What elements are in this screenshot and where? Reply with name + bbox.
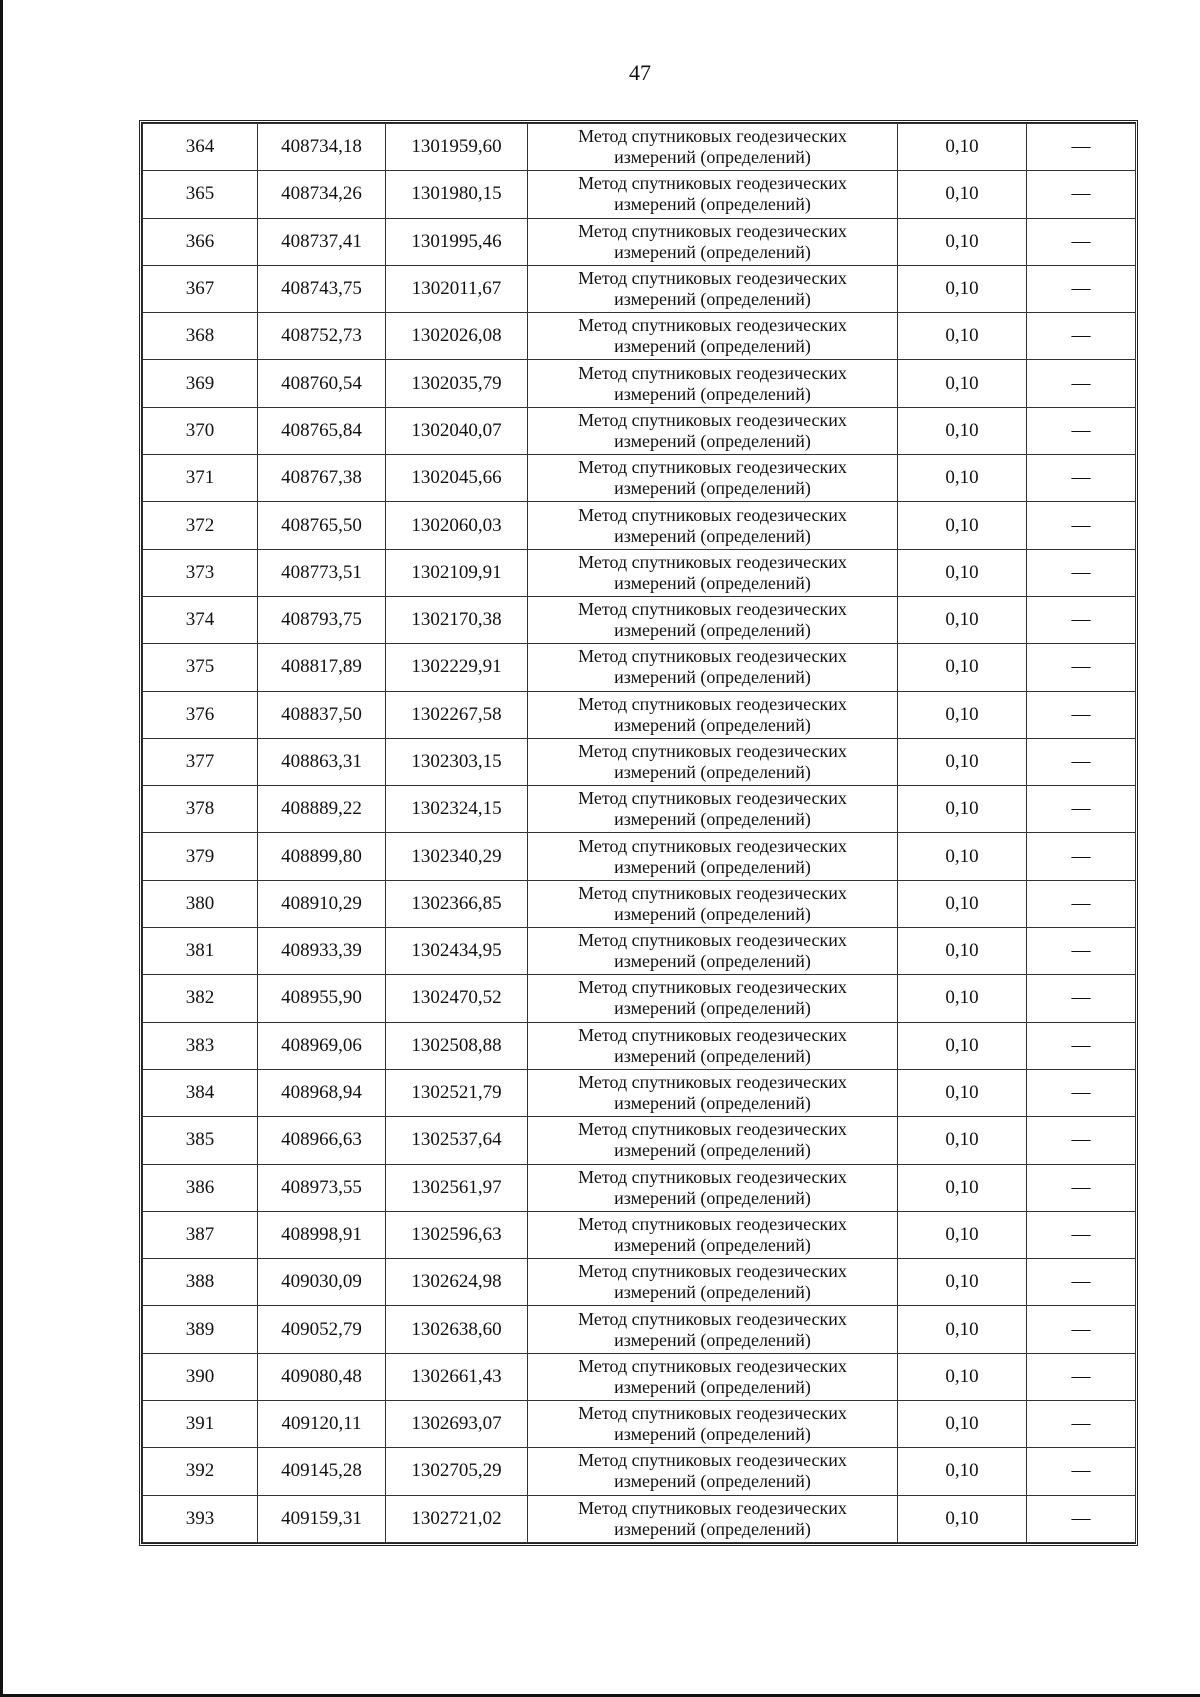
method-line-1: Метод спутниковых геодезических bbox=[578, 930, 847, 951]
coordinate-y-cell: 1302508,88 bbox=[386, 1022, 528, 1069]
method-line-2: измерений (определений) bbox=[614, 336, 811, 357]
method-cell bbox=[528, 833, 898, 880]
accuracy-cell: 0,10 bbox=[898, 407, 1027, 454]
method-cell bbox=[528, 1495, 898, 1542]
method-line-1: Метод спутниковых геодезических bbox=[578, 126, 847, 147]
point-number-cell: 391 bbox=[143, 1401, 258, 1448]
point-number-cell: 378 bbox=[143, 786, 258, 833]
accuracy-cell: 0,10 bbox=[898, 1306, 1027, 1353]
method-line-1: Метод спутниковых геодезических bbox=[578, 1355, 847, 1376]
method-cell bbox=[528, 407, 898, 454]
accuracy-cell: 0,10 bbox=[898, 1211, 1027, 1258]
note-cell: — bbox=[1027, 502, 1136, 549]
accuracy-cell: 0,10 bbox=[898, 360, 1027, 407]
note-cell: — bbox=[1027, 786, 1136, 833]
point-number-cell: 373 bbox=[143, 549, 258, 596]
note-cell: — bbox=[1027, 1022, 1136, 1069]
point-number-cell: 389 bbox=[143, 1306, 258, 1353]
method-cell bbox=[528, 596, 898, 643]
method-line-1: Метод спутниковых геодезических bbox=[578, 693, 847, 714]
accuracy-cell: 0,10 bbox=[898, 1448, 1027, 1495]
method-cell bbox=[528, 218, 898, 265]
table-row bbox=[143, 360, 1136, 407]
table-row bbox=[143, 1448, 1136, 1495]
method-line-1: Метод спутниковых геодезических bbox=[578, 741, 847, 761]
page-number: 47 bbox=[629, 60, 651, 85]
table-row bbox=[143, 691, 1136, 738]
method-line-2: измерений (определений) bbox=[614, 1424, 811, 1445]
method-line-2: измерений (определений) bbox=[614, 762, 811, 782]
coordinate-y-cell: 1302661,43 bbox=[386, 1353, 528, 1400]
point-number-cell: 367 bbox=[143, 265, 258, 312]
point-number-cell: 379 bbox=[143, 833, 258, 880]
table-row bbox=[143, 1117, 1136, 1164]
method-line-1: Метод спутниковых геодезических bbox=[578, 1261, 847, 1282]
accuracy-cell: 0,10 bbox=[898, 596, 1027, 643]
note-cell: — bbox=[1027, 880, 1136, 927]
method-line-1: Метод спутниковых геодезических bbox=[578, 1119, 847, 1140]
accuracy-cell: 0,10 bbox=[898, 1495, 1027, 1542]
coordinate-x-cell: 408765,50 bbox=[258, 502, 386, 549]
table-row bbox=[143, 1069, 1136, 1116]
accuracy-cell: 0,10 bbox=[898, 738, 1027, 785]
table-row bbox=[143, 1164, 1136, 1211]
method-line-2: измерений (определений) bbox=[614, 1187, 811, 1208]
table-row bbox=[143, 1353, 1136, 1400]
method-line-1: Метод спутниковых геодезических bbox=[578, 551, 847, 572]
coordinate-y-cell: 1302303,15 bbox=[386, 738, 528, 785]
method-line-1: Метод спутниковых геодезических bbox=[578, 1497, 847, 1518]
accuracy-cell: 0,10 bbox=[898, 786, 1027, 833]
method-cell bbox=[528, 265, 898, 312]
accuracy-cell: 0,10 bbox=[898, 1069, 1027, 1116]
coordinate-x-cell: 408998,91 bbox=[258, 1211, 386, 1258]
method-line-2: измерений (определений) bbox=[614, 194, 811, 215]
point-number-cell: 377 bbox=[143, 738, 258, 785]
coordinate-x-cell: 409120,11 bbox=[258, 1401, 386, 1448]
point-number-cell: 386 bbox=[143, 1164, 258, 1211]
method-cell bbox=[528, 313, 898, 360]
method-cell bbox=[528, 1069, 898, 1116]
table-row bbox=[143, 928, 1136, 975]
coordinate-x-cell: 408752,73 bbox=[258, 313, 386, 360]
method-cell bbox=[528, 691, 898, 738]
method-line-1: Метод спутниковых геодезических bbox=[578, 1450, 847, 1471]
coordinate-y-cell: 1302324,15 bbox=[386, 786, 528, 833]
coordinate-y-cell: 1301995,46 bbox=[386, 218, 528, 265]
note-cell: — bbox=[1027, 596, 1136, 643]
coordinate-x-cell: 408966,63 bbox=[258, 1117, 386, 1164]
accuracy-cell: 0,10 bbox=[898, 1117, 1027, 1164]
coordinate-x-cell: 408767,38 bbox=[258, 455, 386, 502]
coordinate-x-cell: 408743,75 bbox=[258, 265, 386, 312]
coordinates-table bbox=[142, 123, 1136, 1543]
method-line-1: Метод спутниковых геодезических bbox=[578, 362, 847, 383]
coordinate-y-cell: 1302721,02 bbox=[386, 1495, 528, 1542]
accuracy-cell: 0,10 bbox=[898, 1022, 1027, 1069]
coordinate-x-cell: 408969,06 bbox=[258, 1022, 386, 1069]
point-number-cell: 376 bbox=[143, 691, 258, 738]
note-cell: — bbox=[1027, 1353, 1136, 1400]
table-row bbox=[143, 407, 1136, 454]
scan-edge-left bbox=[0, 0, 3, 1697]
point-number-cell: 387 bbox=[143, 1211, 258, 1258]
accuracy-cell: 0,10 bbox=[898, 502, 1027, 549]
method-line-1: Метод спутниковых геодезических bbox=[578, 1166, 847, 1187]
method-line-1: Метод спутниковых геодезических bbox=[578, 882, 847, 903]
accuracy-cell: 0,10 bbox=[898, 549, 1027, 596]
point-number-cell: 372 bbox=[143, 502, 258, 549]
table-row bbox=[143, 1022, 1136, 1069]
method-line-1: Метод спутниковых геодезических bbox=[578, 268, 847, 289]
table-row bbox=[143, 265, 1136, 312]
coordinate-x-cell: 408889,22 bbox=[258, 786, 386, 833]
method-cell bbox=[528, 1117, 898, 1164]
method-line-2: измерений (определений) bbox=[614, 1376, 811, 1397]
note-cell: — bbox=[1027, 1117, 1136, 1164]
method-line-2: измерений (определений) bbox=[614, 1093, 811, 1114]
method-cell bbox=[528, 928, 898, 975]
method-line-2: измерений (определений) bbox=[614, 1234, 811, 1255]
method-line-2: измерений (определений) bbox=[614, 620, 811, 641]
method-cell bbox=[528, 124, 898, 171]
method-line-2: измерений (определений) bbox=[614, 147, 811, 168]
coordinate-y-cell: 1302561,97 bbox=[386, 1164, 528, 1211]
accuracy-cell: 0,10 bbox=[898, 1353, 1027, 1400]
method-line-2: измерений (определений) bbox=[614, 1140, 811, 1161]
method-line-2: измерений (определений) bbox=[614, 1471, 811, 1492]
coordinate-x-cell: 408773,51 bbox=[258, 549, 386, 596]
method-line-1: Метод спутниковых геодезических bbox=[578, 835, 847, 856]
table-row bbox=[143, 644, 1136, 691]
coordinate-x-cell: 408765,84 bbox=[258, 407, 386, 454]
table-row bbox=[143, 313, 1136, 360]
note-cell: — bbox=[1027, 218, 1136, 265]
accuracy-cell: 0,10 bbox=[898, 1164, 1027, 1211]
coordinate-y-cell: 1302638,60 bbox=[386, 1306, 528, 1353]
note-cell: — bbox=[1027, 313, 1136, 360]
method-line-1: Метод спутниковых геодезических bbox=[578, 599, 847, 620]
coordinate-x-cell: 408955,90 bbox=[258, 975, 386, 1022]
method-line-1: Метод спутниковых геодезических bbox=[578, 457, 847, 478]
method-line-2: измерений (определений) bbox=[614, 714, 811, 735]
note-cell: — bbox=[1027, 549, 1136, 596]
coordinate-y-cell: 1302340,29 bbox=[386, 833, 528, 880]
method-line-1: Метод спутниковых геодезических bbox=[578, 1024, 847, 1045]
method-line-2: измерений (определений) bbox=[614, 903, 811, 924]
accuracy-cell: 0,10 bbox=[898, 644, 1027, 691]
note-cell: — bbox=[1027, 928, 1136, 975]
method-line-1: Метод спутниковых геодезических bbox=[578, 315, 847, 336]
method-line-1: Метод спутниковых геодезических bbox=[578, 1213, 847, 1234]
note-cell: — bbox=[1027, 1448, 1136, 1495]
accuracy-cell: 0,10 bbox=[898, 833, 1027, 880]
accuracy-cell: 0,10 bbox=[898, 124, 1027, 171]
point-number-cell: 392 bbox=[143, 1448, 258, 1495]
coordinate-x-cell: 408910,29 bbox=[258, 880, 386, 927]
method-cell bbox=[528, 1164, 898, 1211]
note-cell: — bbox=[1027, 1211, 1136, 1258]
accuracy-cell: 0,10 bbox=[898, 313, 1027, 360]
accuracy-cell: 0,10 bbox=[898, 265, 1027, 312]
accuracy-cell: 0,10 bbox=[898, 171, 1027, 218]
coordinate-x-cell: 408793,75 bbox=[258, 596, 386, 643]
coordinate-x-cell: 408837,50 bbox=[258, 691, 386, 738]
coordinate-y-cell: 1302470,52 bbox=[386, 975, 528, 1022]
method-cell bbox=[528, 738, 898, 785]
table-row bbox=[143, 1211, 1136, 1258]
method-cell bbox=[528, 1306, 898, 1353]
method-line-2: измерений (определений) bbox=[614, 289, 811, 310]
method-line-2: измерений (определений) bbox=[614, 1329, 811, 1350]
method-cell bbox=[528, 1022, 898, 1069]
coordinate-x-cell: 408737,41 bbox=[258, 218, 386, 265]
coordinate-y-cell: 1302170,38 bbox=[386, 596, 528, 643]
point-number-cell: 381 bbox=[143, 928, 258, 975]
point-number-cell: 364 bbox=[143, 124, 258, 171]
accuracy-cell: 0,10 bbox=[898, 975, 1027, 1022]
note-cell: — bbox=[1027, 1164, 1136, 1211]
table-row bbox=[143, 124, 1136, 171]
coordinates-table-frame bbox=[139, 120, 1138, 1546]
method-cell bbox=[528, 880, 898, 927]
method-line-2: измерений (определений) bbox=[614, 809, 811, 830]
note-cell: — bbox=[1027, 833, 1136, 880]
method-cell bbox=[528, 171, 898, 218]
coordinate-y-cell: 1302109,91 bbox=[386, 549, 528, 596]
table-row bbox=[143, 1259, 1136, 1306]
coordinate-y-cell: 1302705,29 bbox=[386, 1448, 528, 1495]
note-cell: — bbox=[1027, 691, 1136, 738]
coordinate-x-cell: 408817,89 bbox=[258, 644, 386, 691]
coordinate-y-cell: 1302693,07 bbox=[386, 1401, 528, 1448]
coordinate-y-cell: 1302596,63 bbox=[386, 1211, 528, 1258]
method-line-2: измерений (определений) bbox=[614, 1518, 811, 1539]
point-number-cell: 388 bbox=[143, 1259, 258, 1306]
note-cell: — bbox=[1027, 1259, 1136, 1306]
point-number-cell: 384 bbox=[143, 1069, 258, 1116]
method-line-1: Метод спутниковых геодезических bbox=[578, 977, 847, 998]
accuracy-cell: 0,10 bbox=[898, 1401, 1027, 1448]
point-number-cell: 371 bbox=[143, 455, 258, 502]
coordinate-x-cell: 408734,18 bbox=[258, 124, 386, 171]
method-cell bbox=[528, 360, 898, 407]
table-row bbox=[143, 975, 1136, 1022]
method-cell bbox=[528, 644, 898, 691]
coordinate-y-cell: 1302060,03 bbox=[386, 502, 528, 549]
point-number-cell: 380 bbox=[143, 880, 258, 927]
method-line-2: измерений (определений) bbox=[614, 951, 811, 972]
coordinate-y-cell: 1301980,15 bbox=[386, 171, 528, 218]
accuracy-cell: 0,10 bbox=[898, 218, 1027, 265]
method-line-2: измерений (определений) bbox=[614, 383, 811, 404]
coordinate-y-cell: 1302045,66 bbox=[386, 455, 528, 502]
table-row bbox=[143, 596, 1136, 643]
method-cell bbox=[528, 502, 898, 549]
point-number-cell: 365 bbox=[143, 171, 258, 218]
coordinate-y-cell: 1302624,98 bbox=[386, 1259, 528, 1306]
accuracy-cell: 0,10 bbox=[898, 880, 1027, 927]
method-line-2: измерений (определений) bbox=[614, 525, 811, 546]
note-cell: — bbox=[1027, 1495, 1136, 1542]
accuracy-cell: 0,10 bbox=[898, 1259, 1027, 1306]
point-number-cell: 370 bbox=[143, 407, 258, 454]
method-cell bbox=[528, 786, 898, 833]
note-cell: — bbox=[1027, 171, 1136, 218]
method-line-1: Метод спутниковых геодезических bbox=[578, 173, 847, 194]
method-cell bbox=[528, 1448, 898, 1495]
note-cell: — bbox=[1027, 265, 1136, 312]
method-line-1: Метод спутниковых геодезических bbox=[578, 646, 847, 667]
table-row bbox=[143, 171, 1136, 218]
method-cell bbox=[528, 1211, 898, 1258]
point-number-cell: 393 bbox=[143, 1495, 258, 1542]
table-row bbox=[143, 549, 1136, 596]
coordinate-y-cell: 1302040,07 bbox=[386, 407, 528, 454]
table-row bbox=[143, 880, 1136, 927]
coordinate-x-cell: 408933,39 bbox=[258, 928, 386, 975]
method-line-1: Метод спутниковых геодезических bbox=[578, 504, 847, 525]
coordinate-y-cell: 1302521,79 bbox=[386, 1069, 528, 1116]
coordinate-x-cell: 408973,55 bbox=[258, 1164, 386, 1211]
method-line-2: измерений (определений) bbox=[614, 430, 811, 451]
method-line-2: измерений (определений) bbox=[614, 241, 811, 262]
coordinate-x-cell: 408734,26 bbox=[258, 171, 386, 218]
accuracy-cell: 0,10 bbox=[898, 691, 1027, 738]
coordinate-x-cell: 408899,80 bbox=[258, 833, 386, 880]
table-row bbox=[143, 455, 1136, 502]
point-number-cell: 375 bbox=[143, 644, 258, 691]
method-line-1: Метод спутниковых геодезических bbox=[578, 1072, 847, 1093]
note-cell: — bbox=[1027, 1401, 1136, 1448]
method-cell bbox=[528, 1259, 898, 1306]
method-line-2: измерений (определений) bbox=[614, 478, 811, 499]
point-number-cell: 385 bbox=[143, 1117, 258, 1164]
note-cell: — bbox=[1027, 1069, 1136, 1116]
method-line-2: измерений (определений) bbox=[614, 1282, 811, 1303]
note-cell: — bbox=[1027, 738, 1136, 785]
coordinate-x-cell: 409080,48 bbox=[258, 1353, 386, 1400]
table-row bbox=[143, 502, 1136, 549]
accuracy-cell: 0,10 bbox=[898, 455, 1027, 502]
note-cell: — bbox=[1027, 975, 1136, 1022]
method-line-2: измерений (определений) bbox=[614, 1045, 811, 1066]
note-cell: — bbox=[1027, 360, 1136, 407]
table-body bbox=[143, 124, 1136, 1543]
method-line-2: измерений (определений) bbox=[614, 667, 811, 688]
table-row bbox=[143, 218, 1136, 265]
method-line-1: Метод спутниковых геодезических bbox=[578, 409, 847, 430]
method-cell bbox=[528, 455, 898, 502]
method-cell bbox=[528, 1401, 898, 1448]
point-number-cell: 383 bbox=[143, 1022, 258, 1069]
coordinate-y-cell: 1301959,60 bbox=[386, 124, 528, 171]
table-row bbox=[143, 833, 1136, 880]
table-row bbox=[143, 1401, 1136, 1448]
table-row bbox=[143, 786, 1136, 833]
accuracy-cell: 0,10 bbox=[898, 928, 1027, 975]
coordinate-x-cell: 409030,09 bbox=[258, 1259, 386, 1306]
table-row bbox=[143, 1495, 1136, 1542]
point-number-cell: 368 bbox=[143, 313, 258, 360]
point-number-cell: 390 bbox=[143, 1353, 258, 1400]
coordinate-y-cell: 1302035,79 bbox=[386, 360, 528, 407]
coordinate-y-cell: 1302366,85 bbox=[386, 880, 528, 927]
note-cell: — bbox=[1027, 1306, 1136, 1353]
point-number-cell: 374 bbox=[143, 596, 258, 643]
coordinate-x-cell: 409052,79 bbox=[258, 1306, 386, 1353]
method-line-1: Метод спутниковых геодезических bbox=[578, 1403, 847, 1424]
coordinate-y-cell: 1302267,58 bbox=[386, 691, 528, 738]
method-line-1: Метод спутниковых геодезических bbox=[578, 788, 847, 809]
method-line-2: измерений (определений) bbox=[614, 998, 811, 1019]
method-line-1: Метод спутниковых геодезических bbox=[578, 220, 847, 241]
coordinate-y-cell: 1302011,67 bbox=[386, 265, 528, 312]
note-cell: — bbox=[1027, 644, 1136, 691]
coordinate-x-cell: 408968,94 bbox=[258, 1069, 386, 1116]
method-line-1: Метод спутниковых геодезических bbox=[578, 1308, 847, 1329]
coordinate-x-cell: 409145,28 bbox=[258, 1448, 386, 1495]
method-line-2: измерений (определений) bbox=[614, 572, 811, 593]
method-cell bbox=[528, 549, 898, 596]
table-row bbox=[143, 1306, 1136, 1353]
coordinate-x-cell: 409159,31 bbox=[258, 1495, 386, 1542]
method-cell bbox=[528, 975, 898, 1022]
point-number-cell: 366 bbox=[143, 218, 258, 265]
coordinate-y-cell: 1302537,64 bbox=[386, 1117, 528, 1164]
method-cell bbox=[528, 1353, 898, 1400]
coordinate-y-cell: 1302026,08 bbox=[386, 313, 528, 360]
method-line-2: измерений (определений) bbox=[614, 856, 811, 877]
note-cell: — bbox=[1027, 455, 1136, 502]
table-row bbox=[143, 738, 1136, 785]
note-cell: — bbox=[1027, 124, 1136, 171]
coordinate-x-cell: 408760,54 bbox=[258, 360, 386, 407]
coordinate-y-cell: 1302434,95 bbox=[386, 928, 528, 975]
point-number-cell: 369 bbox=[143, 360, 258, 407]
coordinate-x-cell: 408863,31 bbox=[258, 738, 386, 785]
coordinate-y-cell: 1302229,91 bbox=[386, 644, 528, 691]
point-number-cell: 382 bbox=[143, 975, 258, 1022]
note-cell: — bbox=[1027, 407, 1136, 454]
